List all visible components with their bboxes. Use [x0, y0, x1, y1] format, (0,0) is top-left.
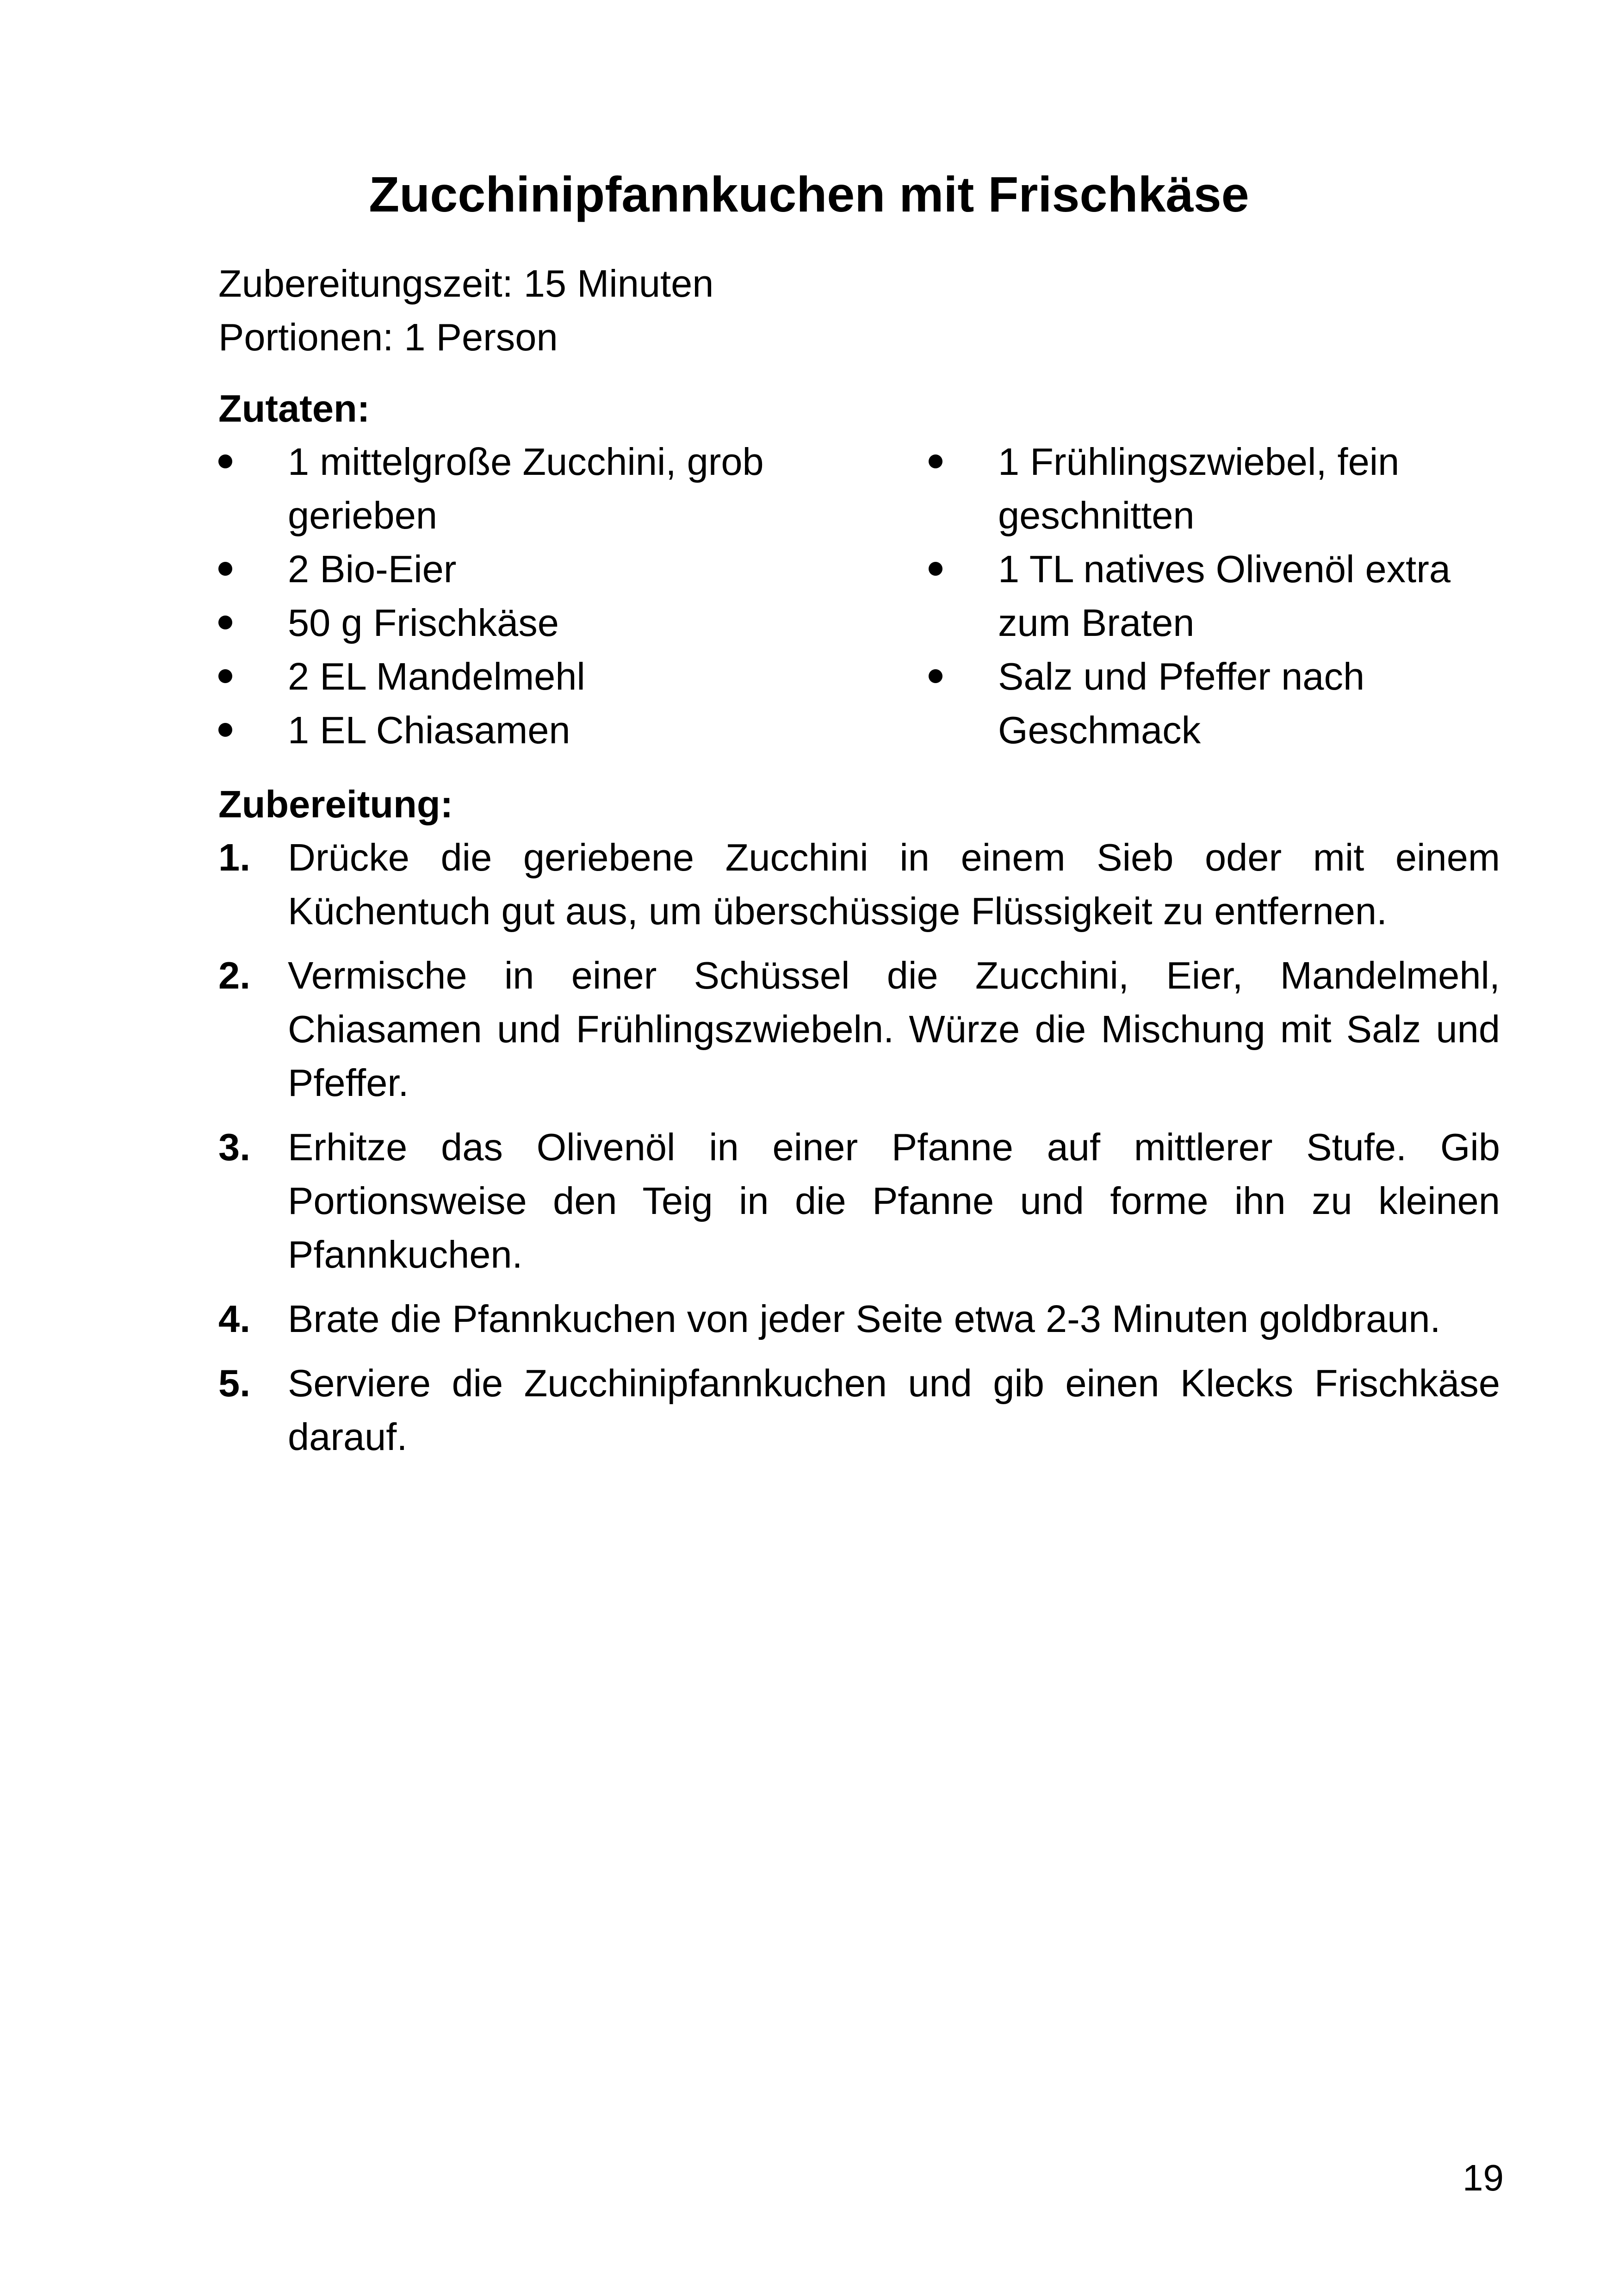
ingredients-list-right: [929, 435, 1507, 757]
step-number: 5.: [218, 1362, 251, 1405]
preparation-heading: Zubereitung:: [218, 783, 453, 826]
step-number: 4.: [218, 1297, 251, 1340]
ingredients-list-left: [218, 435, 889, 757]
bullet-icon: [218, 616, 232, 629]
prep-time: Zubereitungszeit: 15 Minuten: [218, 262, 714, 305]
bullet-icon: [218, 669, 232, 683]
bullet-icon: [929, 669, 942, 683]
step-item: [218, 831, 1500, 938]
bullet-icon: [218, 723, 232, 737]
ingredient-text: 50 g Frischkäse: [288, 601, 559, 644]
ingredient-item: [218, 542, 889, 596]
ingredient-item: [929, 435, 1507, 542]
ingredient-item: [218, 596, 889, 650]
step-text: Brate die Pfannkuchen von jeder Seite etwa 2-3 Minuten goldbraun.: [288, 1297, 1441, 1340]
bullet-icon: [218, 454, 232, 468]
step-number: 1.: [218, 836, 251, 879]
ingredient-text: 1 TL natives Olivenöl extra zum Braten: [998, 548, 1451, 644]
ingredient-text: Salz und Pfeffer nach Geschmack: [998, 655, 1365, 752]
step-item: [218, 949, 1500, 1110]
ingredient-item: [929, 650, 1507, 757]
step-text: Drücke die geriebene Zucchini in einem Sieb oder mit einem Küchentuch gut aus, um überschüssige Flüssigkeit zu entfernen.: [288, 836, 1500, 933]
ingredient-text: 2 EL Mandelmehl: [288, 655, 585, 698]
bullet-icon: [929, 562, 942, 576]
ingredients-heading: Zutaten:: [218, 387, 370, 430]
ingredient-text: 1 EL Chiasamen: [288, 709, 570, 752]
step-item: [218, 1120, 1500, 1282]
ingredient-item: [218, 650, 889, 703]
recipe-title: Zucchinipfannkuchen mit Frischkäse: [369, 166, 1249, 222]
step-text: Erhitze das Olivenöl in einer Pfanne auf mittlerer Stufe. Gib Portionsweise den Teig in die Pfanne und forme ihn zu kleinen Pfannkuchen.: [288, 1126, 1500, 1276]
step-text: Serviere die Zucchinipfannkuchen und gib einen Klecks Frischkäse darauf.: [288, 1362, 1500, 1458]
servings: Portionen: 1 Person: [218, 316, 558, 359]
ingredient-item: [218, 703, 889, 757]
page-number: 19: [1463, 2157, 1504, 2198]
step-text: Vermische in einer Schüssel die Zucchini, Eier, Mandelmehl, Chiasamen und Frühlingszwiebeln. Würze die Mischung mit Salz und Pfeffer.: [288, 954, 1500, 1104]
ingredient-text: 1 mittelgroße Zucchini, grob gerieben: [288, 440, 764, 537]
bullet-icon: [929, 454, 942, 468]
step-item: [218, 1292, 1500, 1346]
ingredient-item: [929, 542, 1507, 650]
step-item: [218, 1356, 1500, 1464]
ingredient-text: 1 Frühlingszwiebel, fein geschnitten: [998, 440, 1400, 537]
step-number: 3.: [218, 1126, 251, 1169]
ingredient-item: [218, 435, 889, 542]
bullet-icon: [218, 562, 232, 576]
step-number: 2.: [218, 954, 251, 997]
preparation-steps: [218, 831, 1500, 1475]
ingredient-text: 2 Bio-Eier: [288, 548, 457, 591]
recipe-meta: [218, 257, 713, 364]
